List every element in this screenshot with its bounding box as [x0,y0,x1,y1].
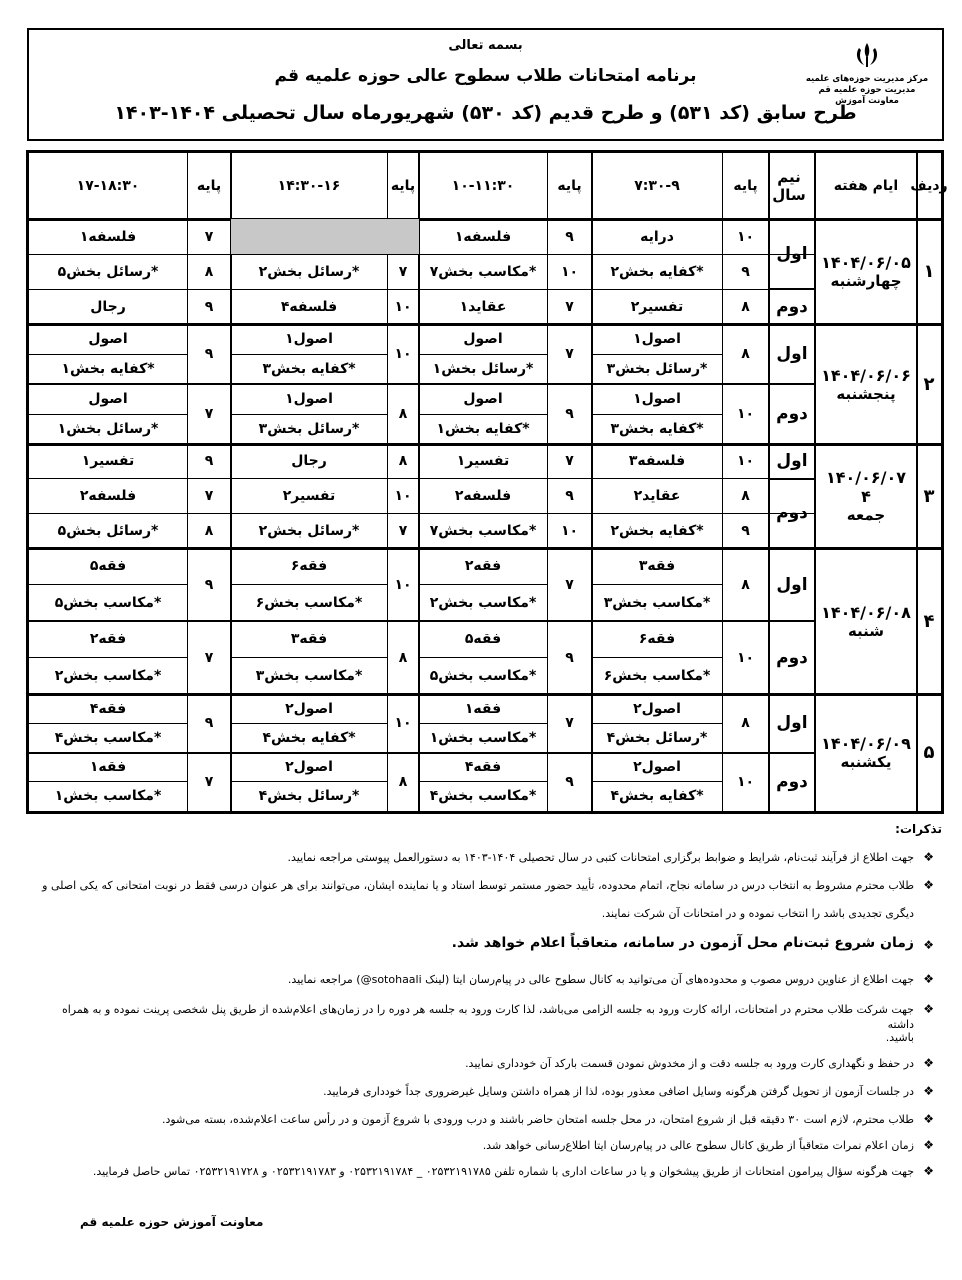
subject-cell: *کفایه بخش۲ [610,522,704,539]
level-cell: ۷ [204,228,214,245]
subject-cell: فقه۱ [464,700,502,717]
bullet-icon: ❖ [923,878,934,892]
note-item: دیگری تجدیدی باشد را انتخاب نموده و در امتحانات آن شرکت نمایند. [601,907,914,920]
subject-cell: *مکاسب بخش۱ [54,788,162,805]
subject-cell: فقه۴ [89,700,127,717]
page-subtitle: طرح سابق (کد ۵۳۱) و طرح قدیم (کد ۵۳۰) شهریورماه سال تحصیلی ۱۴۰۴-۱۴۰۳ [114,102,857,124]
level-cell: ۸ [398,406,408,422]
level-cell: ۸ [741,576,750,593]
subject-cell: اصول۱ [285,331,333,347]
subject-cell: *کفایه بخش۴ [262,729,356,746]
semester-first-cell: اول [776,713,808,734]
subject-cell: فلسفه۳ [628,453,686,470]
header-level-cell: پایه [557,178,582,194]
level-cell: ۹ [204,453,214,470]
subject-cell: فقه۱ [89,759,127,776]
subject-cell: اصول۲ [285,700,333,717]
semester-second-cell: دوم [776,503,808,524]
weekday: چهارشنبه [830,272,902,290]
level-cell: ۱۰ [736,453,755,470]
subject-cell: تفسیر۱ [81,453,135,470]
subject-cell: اصول [88,391,128,407]
level-cell: ۱۰ [394,298,412,315]
subject-cell: فلسفه۴ [280,298,338,315]
level-cell: ۹ [741,522,750,539]
level-cell: ۹ [741,263,750,280]
level-cell: ۹ [565,406,574,422]
note-item: جهت هرگونه سؤال پیرامون امتحانات از طریق پیشخوان و یا در ساعات اداری با شماره تلفن ۰۲۵۳۲۱۹۱۷۸۵ _ ۰۲۵۳۲۱۹۱۷۸۴ و ۰۲۵۳۲۱۹۱۷۸۳ و ۰۲۵۳۲۱۹۱۷۲۸ تماس حاصل فرمایید. [92,1165,914,1178]
subject-cell: *مکاسب بخش۵ [54,594,162,611]
level-cell: ۸ [398,773,408,790]
level-cell: ۱۰ [736,649,755,666]
level-cell: ۹ [565,773,574,790]
semester-first-cell: اول [776,574,808,595]
subject-cell: *کفایه بخش۲ [610,263,704,280]
bullet-icon: ❖ [923,1056,934,1070]
header-level-cell: پایه [196,178,222,194]
level-cell: ۷ [565,346,574,362]
subject-cell: فقه۳ [290,631,328,648]
row-number-cell: ۴ [923,610,935,632]
semester-second-cell: دوم [776,771,808,792]
subject-cell: اصول۱ [285,391,333,407]
org-line: مرکز مدیریت حوزه‌های علمیه [805,74,929,84]
subject-cell: فقه۵ [464,631,502,648]
subject-cell: رجال [90,298,126,315]
level-cell: ۹ [204,576,214,593]
day-date-cell [815,694,917,811]
weekday: شنبه [847,621,885,640]
level-cell: ۱۰ [736,406,755,422]
header-row-cell: ردیف [910,178,948,194]
level-cell: ۷ [204,773,214,790]
subject-cell: اصول۲ [633,759,681,776]
level-cell: ۷ [565,576,574,593]
signature: معاونت آموزش حوزه علمیه قم [80,1215,264,1229]
note-item: باشید. [885,1031,914,1044]
row-number-cell: ۲ [923,373,935,395]
day-date-cell [815,219,917,324]
page-title: برنامه امتحانات طلاب سطوح عالی حوزه علمیه قم [274,66,697,86]
exam-date: ۱۴۰۴/۰۶/۰۵ [821,253,911,272]
subject-cell: *رسائل بخش۵ [57,263,159,280]
note-item: جهت اطلاع از فرآیند ثبت‌نام، شرایط و ضوابط برگزاری امتحانات کتبی در سال تحصیلی ۱۴۰۴-۱۴۰۳ به دستورالعمل پیوستی مراجعه نمایید. [287,851,914,864]
semester-second-cell: دوم [776,296,808,317]
subject-cell: عقاید۱ [459,298,507,315]
exam-date-extra: ۴ [861,487,871,506]
subject-cell: *مکاسب بخش۴ [54,729,162,746]
semester-first-cell: اول [776,344,808,364]
level-cell: ۱۰ [394,576,412,593]
subject-cell: فقه۲ [464,558,502,575]
level-cell: ۱۰ [394,346,412,362]
level-cell: ۸ [204,522,214,539]
subject-cell: *رسائل بخش۱ [432,361,534,377]
header-t1-cell: ۷:۳۰-۹ [634,178,680,194]
subject-cell: *مکاسب بخش۷ [429,522,537,539]
header-level-cell: پایه [733,178,758,194]
subject-cell: *رسائل بخش۴ [258,788,360,805]
subject-cell: درایه [640,228,674,245]
weekday: یکشنبه [840,753,892,771]
row-number-cell: ۱ [923,261,935,282]
note-item: طلاب محترم، لازم است ۳۰ دقیقه قبل از شروع امتحان، در محل جلسه امتحان حاضر باشند و درب ورودی با شروع آزمون و در رأس ساعت اعلام‌شده، بسته می‌شود. [161,1113,914,1126]
subject-cell: فقه۳ [638,558,676,575]
subject-cell: *مکاسب بخش۲ [54,667,162,684]
bullet-icon: ❖ [923,1002,934,1016]
exam-date: ۱۴۰۴/۰۶/۰۸ [821,602,911,622]
subject-cell: اصول۱ [633,331,681,347]
subject-cell: *مکاسب بخش۱ [429,729,537,746]
org-line: معاونت آموزش [835,96,899,106]
subject-cell: تفسیر۲ [630,298,684,315]
org-line: مدیریت حوزه علمیه قم [818,85,916,95]
note-item: طلاب محترم مشروط به انتخاب درس در سامانه نجاح، اتمام محدوده، تأیید حضور مستمر توسط استاد و یا نماینده ایشان، می‌توانند برای هر عنوان درسی فقط در نوبت امتحانی که یکی اصلی و [42,879,914,892]
subject-cell: رجال [291,453,327,470]
level-cell: ۷ [204,649,214,666]
header-t4-cell: ۱۷-۱۸:۳۰ [76,178,140,194]
level-cell: ۷ [204,406,214,422]
subject-cell: *مکاسب بخش۳ [603,594,711,611]
subject-cell: اصول۲ [633,700,681,717]
weekday: پنجشنبه [836,384,896,403]
subject-cell: *مکاسب بخش۴ [429,788,537,805]
level-cell: ۹ [565,649,574,666]
header-semester-cell: نیم سال [772,168,806,204]
level-cell: ۱۰ [736,228,755,245]
level-cell: ۷ [565,453,574,470]
level-cell: ۷ [204,487,214,504]
level-cell: ۷ [565,298,574,315]
subject-cell: *مکاسب بخش۷ [429,263,537,280]
level-cell: ۸ [741,487,750,504]
subject-cell: *مکاسب بخش۲ [429,594,537,611]
subject-cell: *کفایه بخش۴ [610,788,704,805]
bullet-icon: ❖ [923,850,934,864]
exam-date: ۱۴۰/۰۶/۰۷ [825,468,907,487]
level-cell: ۹ [565,487,574,504]
subject-cell: تفسیر۱ [456,453,510,470]
bullet-icon: ❖ [923,1084,934,1098]
org-logo [802,40,932,107]
day-date-cell [815,324,917,444]
empty-cell [231,219,387,254]
subject-cell: عقاید۲ [633,487,681,504]
note-item: جهت اطلاع از عناوین دروس مصوب و محدوده‌های آن می‌توانید به کانال سطوح عالی در پیام‌رسان ایتا (لینک sotohaali@) مراجعه نمایید. [287,973,914,986]
subject-cell: اصول [88,331,128,347]
subject-cell: *کفایه بخش۳ [610,421,704,437]
header-level-cell: پایه [390,178,416,194]
semester-second-cell: دوم [776,647,808,668]
page-header [27,28,944,141]
level-cell: ۹ [204,346,214,362]
level-cell: ۸ [204,263,214,280]
subject-cell: *مکاسب بخش۶ [255,594,363,611]
header-t3-cell: ۱۴:۳۰-۱۶ [277,178,341,194]
note-item: در حفظ و نگهداری کارت ورود به جلسه دقت و از مخدوش نمودن قسمت بارکد آن خودداری نمایید. [465,1057,914,1070]
subject-cell: فقه۶ [290,558,328,575]
subject-cell: *رسائل بخش۲ [258,522,360,539]
level-cell: ۱۰ [394,487,412,504]
exam-schedule-table [26,150,948,814]
level-cell: ۸ [741,298,750,315]
subject-cell: تفسیر۲ [282,487,336,504]
level-cell: ۷ [398,263,408,280]
subject-cell: اصول [463,391,503,407]
semester-first-cell: اول [776,244,808,264]
subject-cell: فلسفه۲ [79,487,137,504]
semester-second-cell: دوم [776,404,808,424]
subject-cell: اصول۲ [285,759,333,776]
note-item: جهت شرکت طلاب محترم در امتحانات، ارائه کارت ورود به جلسه الزامی می‌باشد، لذا کارت ورود به جلسه هر دوره را در زمان‌های اعلام‌شده از طریق پنل شخصی پرینت نموده و به همراه داشته [61,1003,914,1031]
subject-cell: فقه۲ [89,631,127,648]
subject-cell: *رسائل بخش۱ [57,421,159,437]
exam-date: ۱۴۰۴/۰۶/۰۶ [821,365,911,385]
bullet-icon: ❖ [923,1164,934,1178]
bullet-icon: ❖ [923,938,934,952]
semester-first-cell: اول [776,451,808,472]
level-cell: ۹ [204,298,214,315]
exam-date: ۱۴۰۴/۰۶/۰۹ [821,734,911,753]
subject-cell: *کفایه بخش۱ [436,421,530,437]
notes-title: تذکرات: [895,822,942,836]
level-cell: ۷ [565,715,574,732]
subject-cell: *مکاسب بخش۶ [603,667,711,684]
level-cell: ۹ [565,228,574,245]
subject-cell: فلسفه۲ [454,487,512,504]
subject-cell: *رسائل بخش۲ [258,263,360,280]
subject-cell: *مکاسب بخش۳ [255,667,363,684]
subject-cell: *رسائل بخش۵ [57,522,159,539]
note-item: در جلسات آزمون از تحویل گرفتن هرگونه وسایل اضافی معذور بوده، لذا از همراه داشتن وسایل غیرضروری جداً خودداری فرمایید. [323,1085,914,1098]
subject-cell: *کفایه بخش۱ [61,361,155,377]
empty-cell [387,219,419,254]
level-cell: ۷ [398,522,408,539]
subject-cell: اصول [463,331,503,347]
bullet-icon: ❖ [923,972,934,986]
row-number-cell: ۵ [923,742,935,763]
bullet-icon: ❖ [923,1138,934,1152]
level-cell: ۸ [398,453,408,470]
level-cell: ۱۰ [560,522,579,539]
bullet-icon: ❖ [923,1112,934,1126]
subject-cell: فقه۶ [638,631,676,648]
subject-cell: فقه۴ [464,759,502,776]
note-item: زمان شروع ثبت‌نام محل آزمون در سامانه، متعاقباً اعلام خواهد شد. [451,935,914,951]
header-day-cell: ایام هفته [833,178,899,194]
subject-cell: اصول۱ [633,391,681,407]
subject-cell: *مکاسب بخش۵ [429,667,537,684]
level-cell: ۹ [204,715,214,732]
subject-cell: *کفایه بخش۳ [262,361,356,377]
subject-cell: فقه۵ [89,558,127,575]
level-cell: ۸ [741,715,750,732]
level-cell: ۱۰ [560,263,579,280]
level-cell: ۸ [741,346,750,362]
bismillah: بسمه تعالی [448,38,523,53]
subject-cell: *رسائل بخش۳ [258,421,360,437]
subject-cell: فلسفه۱ [454,228,512,245]
day-date-cell [815,548,917,694]
weekday: جمعه [846,506,886,524]
day-date-cell [815,444,917,548]
row-number-cell: ۳ [923,485,935,507]
subject-cell: فلسفه۱ [79,228,137,245]
subject-cell: *رسائل بخش۴ [606,729,708,746]
level-cell: ۱۰ [736,773,755,790]
subject-cell: *رسائل بخش۳ [606,361,708,377]
header-t2-cell: ۱۰-۱۱:۳۰ [451,178,515,194]
level-cell: ۸ [398,649,408,666]
level-cell: ۱۰ [394,715,412,732]
emblem-icon [852,40,882,70]
note-item: زمان اعلام نمرات متعاقباً از طریق کانال سطوح عالی در پیام‌رسان ایتا اطلاع‌رسانی خواهد شد. [482,1139,914,1152]
